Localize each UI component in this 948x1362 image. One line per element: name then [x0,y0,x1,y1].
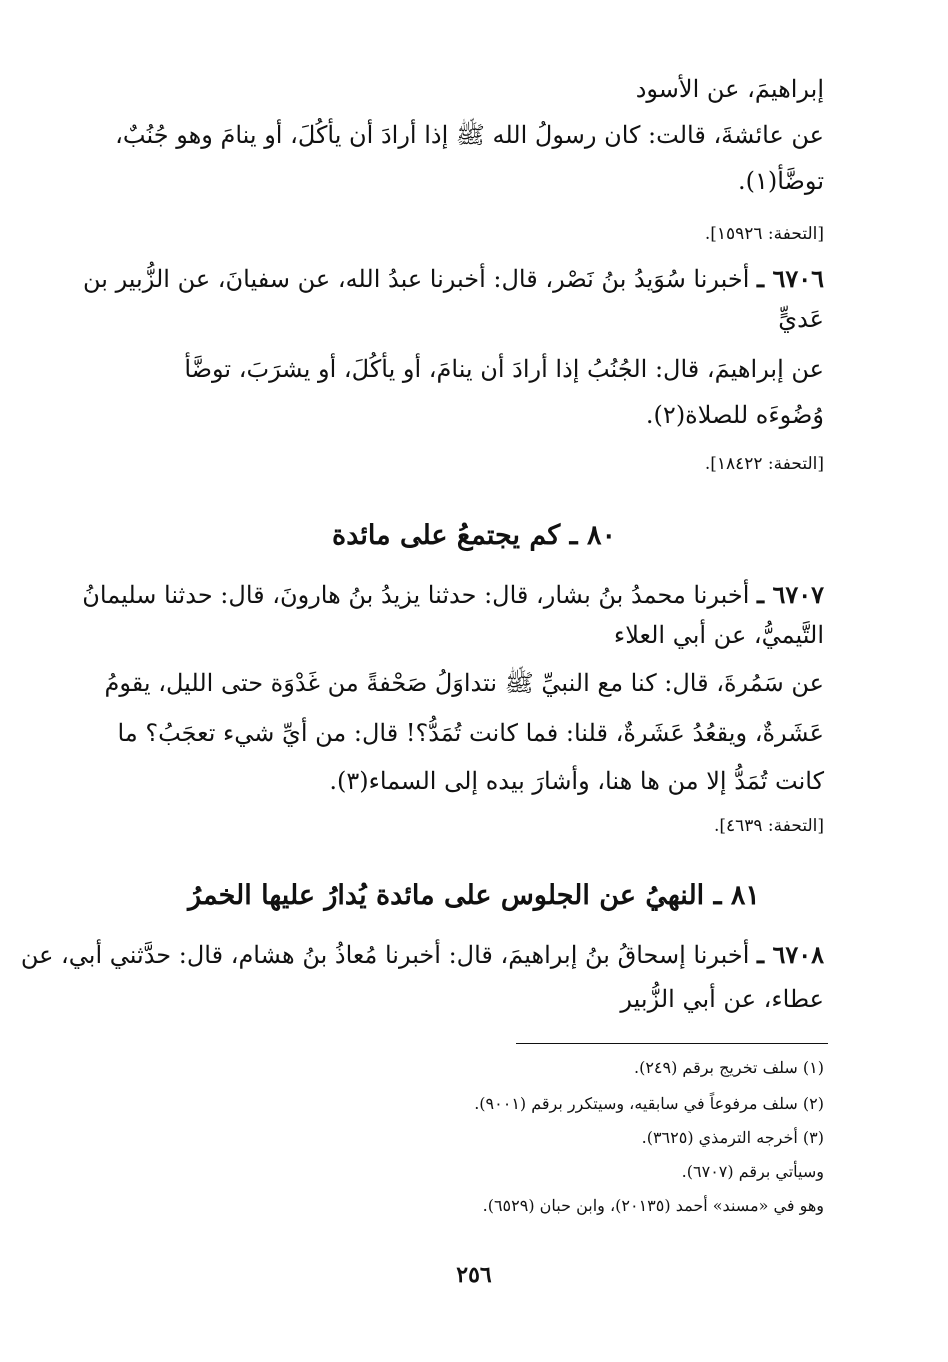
text-line: توضَّأ(١). [737,167,824,195]
text-line: عن إبراهيمَ، قال: الجُنُبُ إذا أرادَ أن ينامَ، أو يأكُلَ، أو يشرَبَ، توضَّأ [184,355,824,383]
text-line: وُضُوءَه للصلاة(٢). [645,401,824,429]
tuhfa-reference: [التحفة: ١٥٩٢٦]. [704,224,824,244]
text-line: عطاء، عن أبي الزُّبير [620,985,824,1013]
text-line: إبراهيمَ، عن الأسود [635,75,824,103]
text-line: التَّيميُّ، عن أبي العلاء [613,621,824,649]
chapter-heading: ٨١ ـ النهيُ عن الجلوس على مائدة يُدارُ عليها الخمرُ [188,880,760,911]
footnote: (١) سلف تخريج برقم (٢٤٩). [633,1058,824,1077]
text-line: كانت تُمَدُّ إلا من ها هنا، وأشارَ بيده إلى السماء(٣). [329,767,824,795]
hadith-text: أخبرنا سُوَيدُ بنُ نَصْر، قال: أخبرنا عبدُ الله، عن سفيانَ، عن الزُّبير بن [82,265,750,293]
tuhfa-reference: [التحفة: ١٨٤٢٢]. [704,454,824,474]
chapter-heading: ٨٠ ـ كم يجتمعُ على مائدة [332,520,616,551]
tuhfa-reference: [التحفة: ٤٦٣٩]. [713,816,824,836]
hadith-number: ٦٧٠٧ ـ [757,580,824,609]
text-line: عَشَرةٌ، ويقعُدُ عَشَرةٌ، قلنا: فما كانت تُمَدُّ؟! قال: من أيِّ شيء تعجَبُ؟ ما [117,719,824,747]
page-number: ٢٥٦ [456,1262,492,1288]
text-line: عن عائشةَ، قالت: كان رسولُ الله ﷺ إذا أرادَ أن يأكُلَ، أو ينامَ وهو جُنُبٌ، [115,121,824,149]
footnote: وسيأتي برقم (٦٧٠٧). [681,1162,824,1181]
footnote: (٢) سلف مرفوعاً في سابقيه، وسيتكرر برقم (٩٠٠١). [474,1094,824,1113]
hadith-text: أخبرنا محمدُ بنُ بشار، قال: حدثنا يزيدُ بنُ هارونَ، قال: حدثنا سليمانُ [82,581,750,609]
hadith-number: ٦٧٠٦ ـ [757,264,824,293]
hadith-line [21,938,824,972]
hadith-line [82,578,824,612]
footnote: وهو في «مسند» أحمد (٢٠١٣٥)، وابن حبان (٦٥٢٩). [482,1196,824,1215]
hadith-text: أخبرنا إسحاقُ بنُ إبراهيمَ، قال: أخبرنا مُعاذُ بنُ هشام، قال: حدَّثني أبي، عن [20,941,750,969]
footnote-separator [516,1043,828,1044]
hadith-number: ٦٧٠٨ ـ [757,940,824,969]
hadith-line [83,262,824,296]
text-line: عَديٍّ [778,305,824,333]
text-line: عن سَمُرةَ، قال: كنا مع النبيِّ ﷺ نتداوَلُ صَحْفةً من غَدْوَة حتى الليل، يقومُ [104,669,824,697]
footnote: (٣) أخرجه الترمذي (٣٦٢٥). [641,1128,824,1147]
